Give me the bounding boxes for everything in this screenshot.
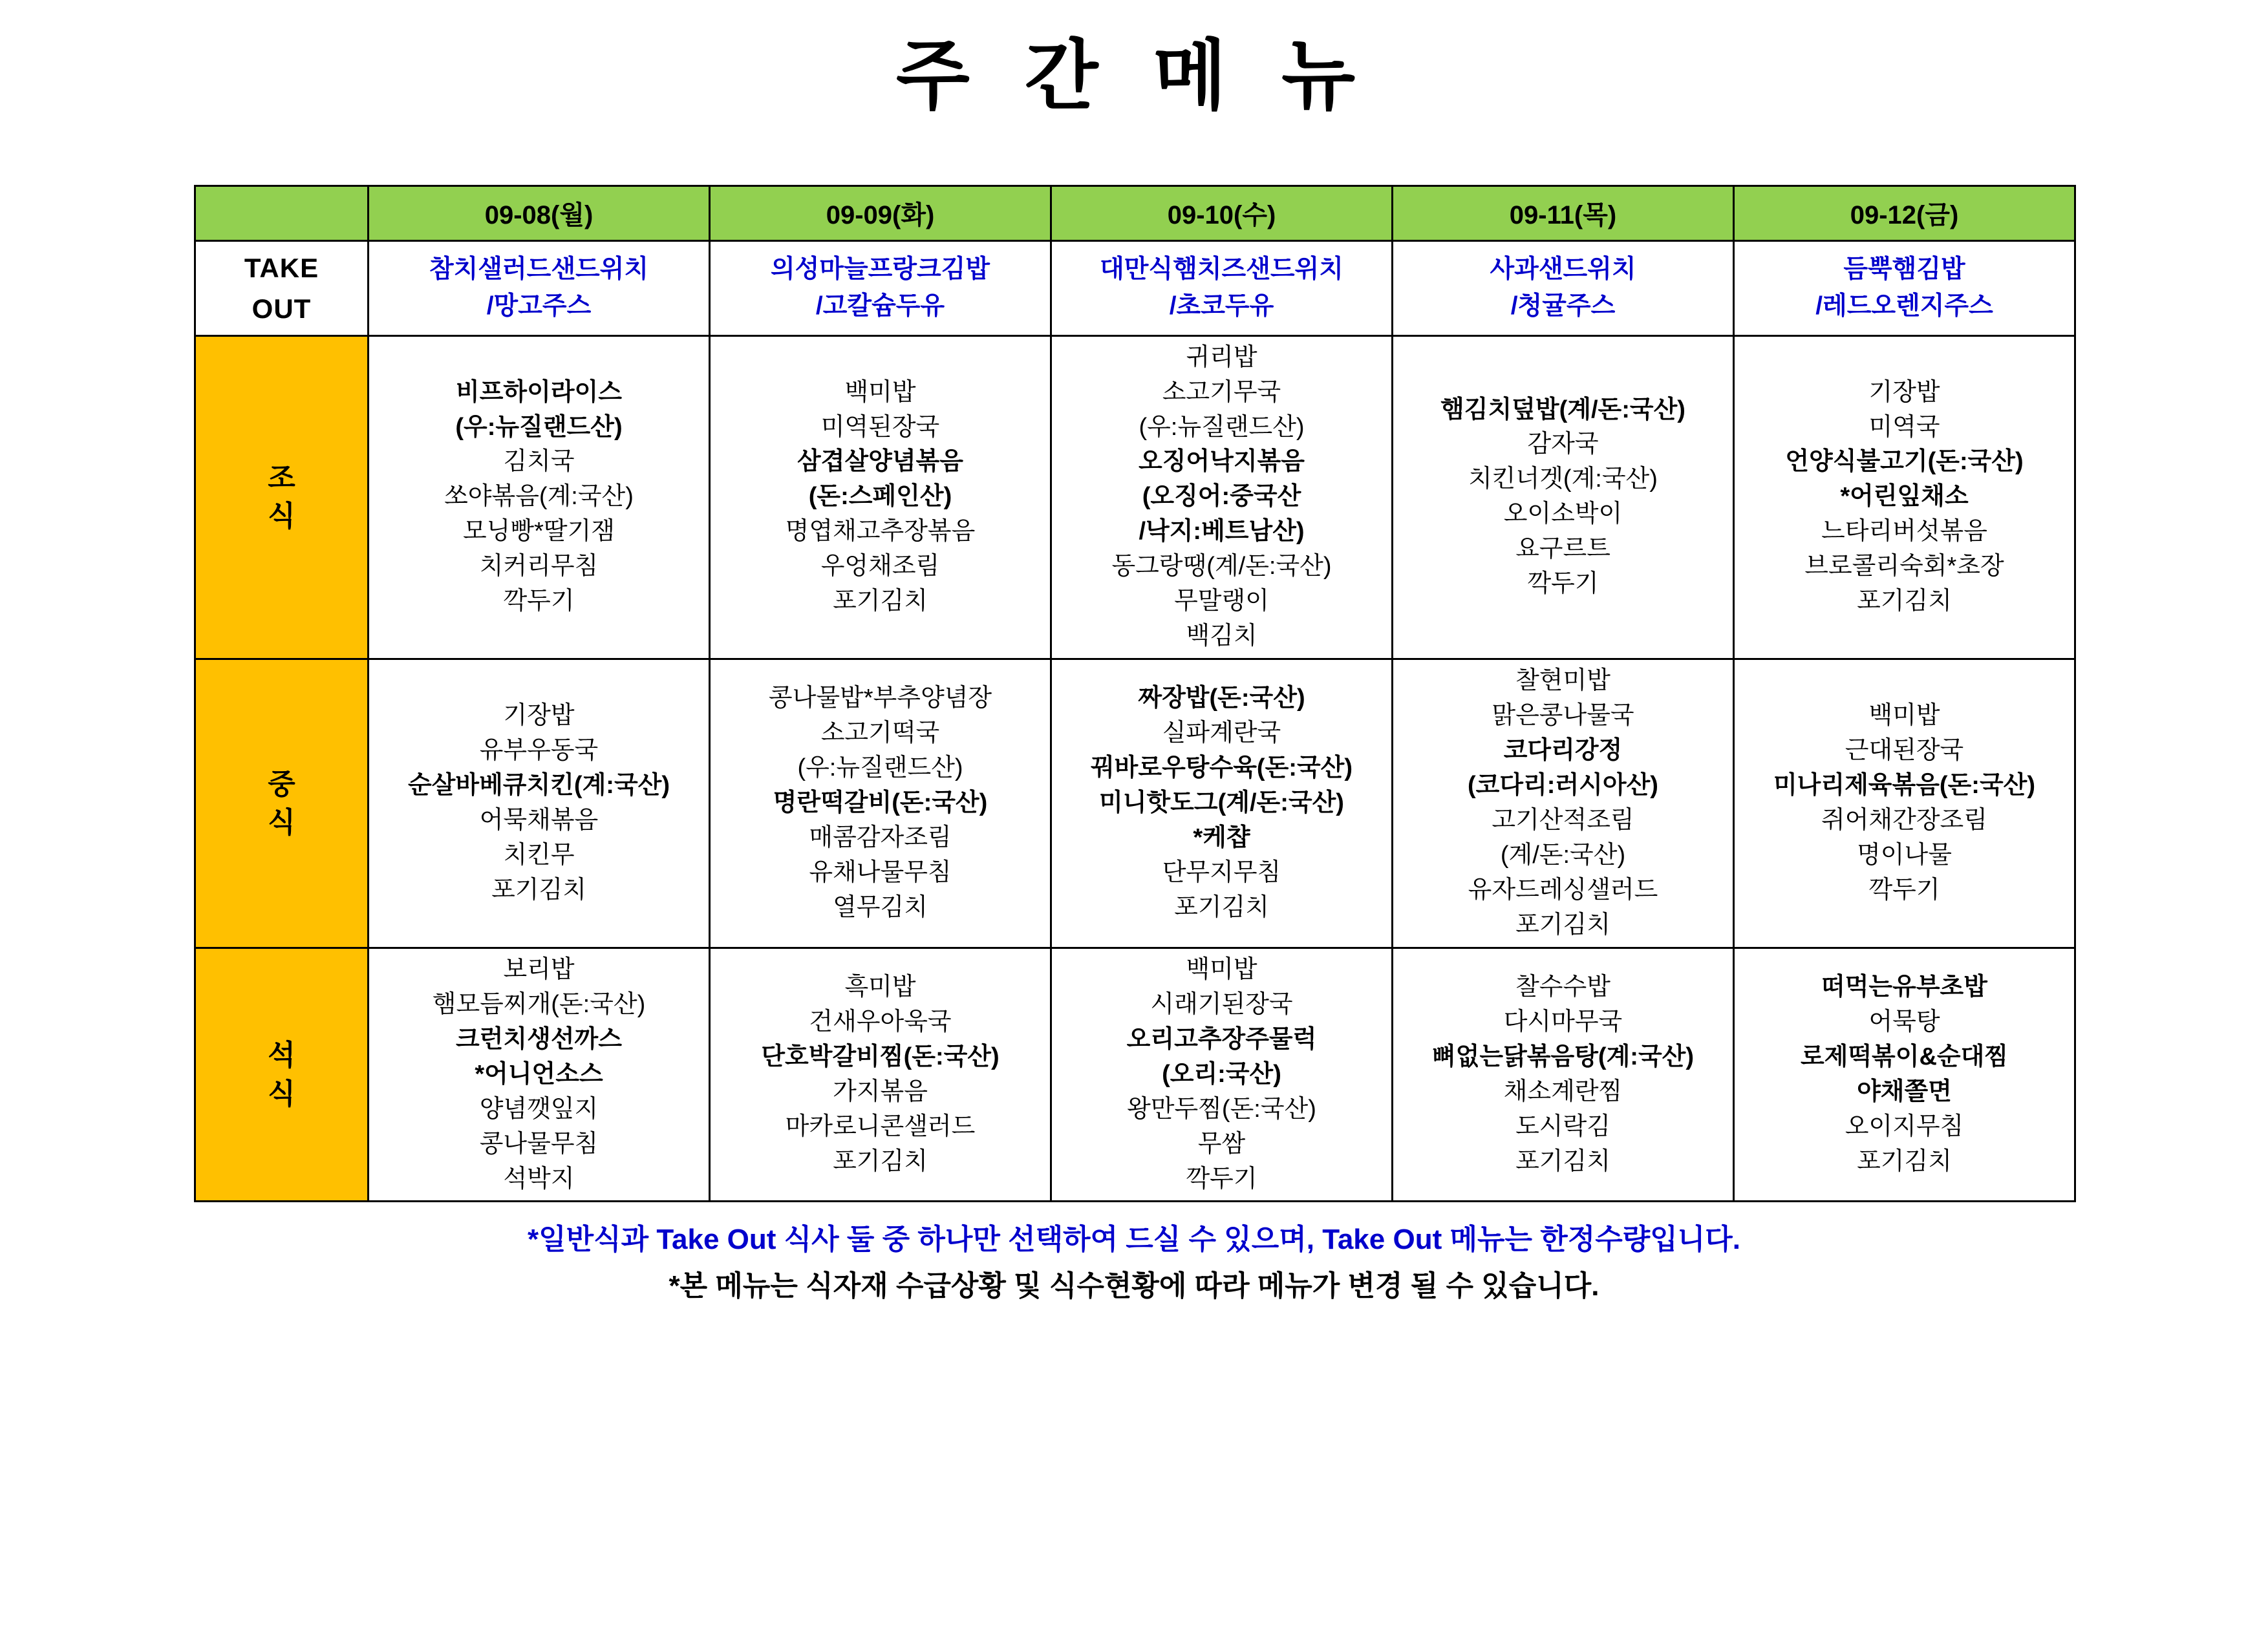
takeout-line: 참치샐러드샌드위치 xyxy=(429,255,649,284)
meal-cell-3-3 xyxy=(1051,948,1393,1202)
note-change: *본 메뉴는 식자재 수급상황 및 식수현황에 따라 메뉴가 변경 될 수 있습니다. xyxy=(669,1270,1599,1302)
menu-item: 소고기떡국 xyxy=(820,719,940,747)
meal-label-line1: 중 xyxy=(268,768,295,800)
menu-item: 브로콜리숙회*초장 xyxy=(1804,553,2004,580)
menu-item: 미니핫도그(계/돈:국산) xyxy=(1099,789,1344,816)
menu-item: (우:뉴질랜드산) xyxy=(455,413,623,441)
meal-cell-1-3 xyxy=(1051,335,1393,659)
menu-item: (우:뉴질랜드산) xyxy=(1139,413,1305,441)
menu-item: 깍두기 xyxy=(1527,570,1599,598)
menu-item: 기장밥 xyxy=(1868,378,1940,406)
meal-cell-3-5 xyxy=(1734,948,2075,1202)
menu-item: 쥐어채간장조림 xyxy=(1821,806,1987,834)
menu-item: 포기김치 xyxy=(1857,1147,1952,1175)
meal-row-2 xyxy=(195,659,2075,948)
menu-item: (오징어:중국산 xyxy=(1142,483,1301,511)
header-day-5: 09-12(금) xyxy=(1734,186,2075,240)
menu-item: 단무지무침 xyxy=(1162,858,1281,886)
menu-item: 삼겹살양념볶음 xyxy=(797,448,963,476)
menu-item: 깍두기 xyxy=(1868,876,1940,904)
notes-block xyxy=(0,1219,2268,1307)
menu-item: 무쌈 xyxy=(1197,1130,1246,1158)
menu-item: 치킨무 xyxy=(503,841,575,869)
menu-item: 유채나물무침 xyxy=(809,858,952,886)
takeout-cell-4 xyxy=(1393,240,1734,335)
table-header-row xyxy=(195,186,2075,240)
menu-item: 요구르트 xyxy=(1515,535,1610,563)
header-day-3: 09-10(수) xyxy=(1051,186,1393,240)
takeout-line: 듬뿍햄김밥 xyxy=(1843,255,1965,284)
menu-item: 다시마무국 xyxy=(1503,1008,1623,1035)
note-takeout: *일반식과 Take Out 식사 둘 중 하나만 선택하여 드실 수 있으며, Take Out 메뉴는 한정수량입니다. xyxy=(528,1224,1740,1256)
menu-item: 귀리밥 xyxy=(1186,343,1257,371)
menu-item: 동그랑땡(계/돈:국산) xyxy=(1111,553,1332,580)
menu-item: 오리고추장주물럭 xyxy=(1126,1025,1317,1053)
menu-item: 가지볶음 xyxy=(833,1077,928,1105)
menu-item: 단호박갈비찜(돈:국산) xyxy=(761,1043,1000,1070)
menu-item: 왕만두찜(돈:국산) xyxy=(1127,1095,1316,1123)
menu-item: 뼈없는닭볶음탕(계:국산) xyxy=(1431,1043,1695,1070)
menu-table-wrap xyxy=(194,185,2074,1203)
menu-item: 어묵채볶음 xyxy=(479,806,599,834)
menu-item: 석박지 xyxy=(503,1165,575,1193)
meal-cell-1-4 xyxy=(1393,335,1734,659)
meal-cell-2-2 xyxy=(710,659,1051,948)
meal-cell-1-2 xyxy=(710,335,1051,659)
menu-item: 고기산적조림 xyxy=(1492,806,1634,834)
menu-item: 마카로니콘샐러드 xyxy=(785,1112,976,1140)
menu-item: 김치국 xyxy=(503,448,575,476)
menu-item: (돈:스페인산) xyxy=(808,483,952,511)
takeout-row xyxy=(195,240,2075,335)
menu-item: 감자국 xyxy=(1527,430,1599,458)
meal-cell-3-4 xyxy=(1393,948,1734,1202)
meal-row-label-3 xyxy=(195,948,369,1202)
menu-item: (우:뉴질랜드산) xyxy=(797,754,963,782)
takeout-line: /레드오렌지주스 xyxy=(1815,292,1993,320)
meal-label-line2: 식 xyxy=(268,500,295,533)
meal-cell-3-1 xyxy=(369,948,710,1202)
menu-item: 소고기무국 xyxy=(1162,378,1281,406)
meal-label-line1: 조 xyxy=(268,462,295,494)
menu-item: 포기김치 xyxy=(833,588,928,615)
menu-item: 미나리제육볶음(돈:국산) xyxy=(1773,772,2036,800)
menu-item: 명이나물 xyxy=(1857,841,1952,869)
menu-item: 로제떡볶이&순대찜 xyxy=(1800,1043,2009,1070)
menu-item: 어묵탕 xyxy=(1868,1008,1940,1035)
header-day-1: 09-08(월) xyxy=(369,186,710,240)
menu-item: 백미밥 xyxy=(1186,955,1257,983)
menu-item: 채소계란찜 xyxy=(1503,1077,1623,1105)
menu-item: 맑은콩나물국 xyxy=(1492,702,1634,730)
meal-row-label-2 xyxy=(195,659,369,948)
menu-item: 유부우동국 xyxy=(479,737,599,765)
menu-item: 오이지무침 xyxy=(1845,1112,1964,1140)
menu-item: 기장밥 xyxy=(503,702,575,730)
menu-item: 매콤감자조림 xyxy=(809,823,952,851)
menu-item: 깍두기 xyxy=(1186,1165,1257,1193)
takeout-line: 의성마늘프랑크김밥 xyxy=(770,255,990,284)
header-day-2: 09-09(화) xyxy=(710,186,1051,240)
menu-item: 포기김치 xyxy=(1515,1147,1610,1175)
menu-item: 짜장밥(돈:국산) xyxy=(1138,684,1305,712)
menu-item: 포기김치 xyxy=(491,876,586,904)
menu-item: 콩나물무침 xyxy=(479,1130,599,1158)
menu-item: 오징어낙지볶음 xyxy=(1139,448,1305,476)
takeout-line: /초코두유 xyxy=(1169,292,1274,320)
menu-item: 근대된장국 xyxy=(1845,737,1964,765)
menu-item: 찰수수밥 xyxy=(1515,973,1610,1001)
menu-item: 시래기된장국 xyxy=(1150,990,1293,1018)
takeout-line: /고칼슘두유 xyxy=(815,292,945,320)
menu-item: 치킨너겟(계:국산) xyxy=(1468,465,1658,493)
menu-item: 실파계란국 xyxy=(1162,719,1281,747)
takeout-line: /망고주스 xyxy=(486,292,592,320)
menu-item: 햄김치덮밥(계/돈:국산) xyxy=(1440,396,1685,423)
meal-row-label-1 xyxy=(195,335,369,659)
header-day-4: 09-11(목) xyxy=(1393,186,1734,240)
takeout-line: /청귤주스 xyxy=(1510,292,1616,320)
menu-item: (계/돈:국산) xyxy=(1500,841,1626,869)
menu-item: 명엽채고추장볶음 xyxy=(785,518,976,546)
menu-item: 느타리버섯볶음 xyxy=(1821,518,1987,546)
meal-cell-2-1 xyxy=(369,659,710,948)
menu-item: 깍두기 xyxy=(503,588,575,615)
menu-item: 포기김치 xyxy=(1857,588,1952,615)
menu-item: 양념깻잎지 xyxy=(479,1095,599,1123)
takeout-cell-5 xyxy=(1734,240,2075,335)
takeout-line: 사과샌드위치 xyxy=(1490,255,1636,284)
meal-label-line2: 식 xyxy=(268,806,295,838)
menu-item: 보리밥 xyxy=(503,955,575,983)
menu-item: 꿔바로우탕수육(돈:국산) xyxy=(1090,754,1353,782)
meal-cell-1-1 xyxy=(369,335,710,659)
meal-label-line1: 석 xyxy=(268,1039,295,1072)
takeout-row-label xyxy=(195,240,369,335)
menu-item: 코다리강정 xyxy=(1503,737,1623,765)
menu-item: 콩나물밥*부추양념장 xyxy=(768,684,992,712)
menu-item: 야채쫄면 xyxy=(1857,1077,1952,1105)
menu-item: 햄모듬찌개(돈:국산) xyxy=(432,990,646,1018)
takeout-label-line2: OUT xyxy=(251,293,312,324)
meal-cell-1-5 xyxy=(1734,335,2075,659)
menu-item: 언양식불고기(돈:국산) xyxy=(1785,448,2024,476)
menu-item: 포기김치 xyxy=(1515,911,1610,939)
menu-item: 우엉채조림 xyxy=(820,553,940,580)
menu-item: 백미밥 xyxy=(1868,702,1940,730)
takeout-line: 대만식햄치즈샌드위치 xyxy=(1100,255,1343,284)
page-title: 주 간 메 뉴 xyxy=(895,34,1373,119)
menu-item: /낙지:베트남산) xyxy=(1139,518,1305,546)
menu-item: 찰현미밥 xyxy=(1515,667,1610,695)
meal-row-1 xyxy=(195,335,2075,659)
weekly-menu-table xyxy=(194,185,2076,1203)
menu-item: *어린잎채소 xyxy=(1840,483,1969,511)
meal-cell-3-2 xyxy=(710,948,1051,1202)
menu-item: 포기김치 xyxy=(1174,893,1269,921)
menu-item: 떠먹는유부초밥 xyxy=(1821,973,1987,1001)
menu-item: 오이소박이 xyxy=(1503,500,1623,528)
menu-page xyxy=(0,31,2268,1634)
menu-item: *케챱 xyxy=(1193,823,1250,851)
menu-item: 미역국 xyxy=(1868,413,1940,441)
menu-item: 건새우아욱국 xyxy=(809,1008,952,1035)
menu-item: (코다리:러시아산) xyxy=(1468,772,1658,800)
menu-item: 백김치 xyxy=(1186,622,1257,650)
menu-item: 크런치생선까스 xyxy=(456,1025,622,1053)
menu-item: 흑미밥 xyxy=(844,973,916,1001)
menu-item: 백미밥 xyxy=(844,378,916,406)
menu-item: 순살바베큐치킨(계:국산) xyxy=(407,772,670,800)
menu-item: 모닝빵*딸기잼 xyxy=(462,518,615,546)
meal-cell-2-4 xyxy=(1393,659,1734,948)
takeout-cell-3 xyxy=(1051,240,1393,335)
header-corner-cell xyxy=(195,186,369,240)
meal-cell-2-3 xyxy=(1051,659,1393,948)
takeout-cell-1 xyxy=(369,240,710,335)
menu-item: 미역된장국 xyxy=(820,413,940,441)
meal-label-line2: 식 xyxy=(268,1077,295,1110)
menu-item: 비프하이라이스 xyxy=(456,378,622,406)
menu-item: (오리:국산) xyxy=(1162,1060,1281,1088)
takeout-label-line1: TAKE xyxy=(244,252,319,283)
menu-item: 쏘야볶음(계:국산) xyxy=(444,483,634,511)
meal-cell-2-5 xyxy=(1734,659,2075,948)
menu-item: 무말랭이 xyxy=(1174,588,1269,615)
menu-item: 포기김치 xyxy=(833,1147,928,1175)
menu-item: *어니언소스 xyxy=(475,1060,603,1088)
menu-item: 열무김치 xyxy=(833,893,928,921)
menu-item: 치커리무침 xyxy=(479,553,599,580)
menu-item: 도시락김 xyxy=(1515,1112,1610,1140)
meal-row-3 xyxy=(195,948,2075,1202)
takeout-cell-2 xyxy=(710,240,1051,335)
menu-item: 명란떡갈비(돈:국산) xyxy=(773,789,988,816)
menu-item: 유자드레싱샐러드 xyxy=(1468,876,1658,904)
